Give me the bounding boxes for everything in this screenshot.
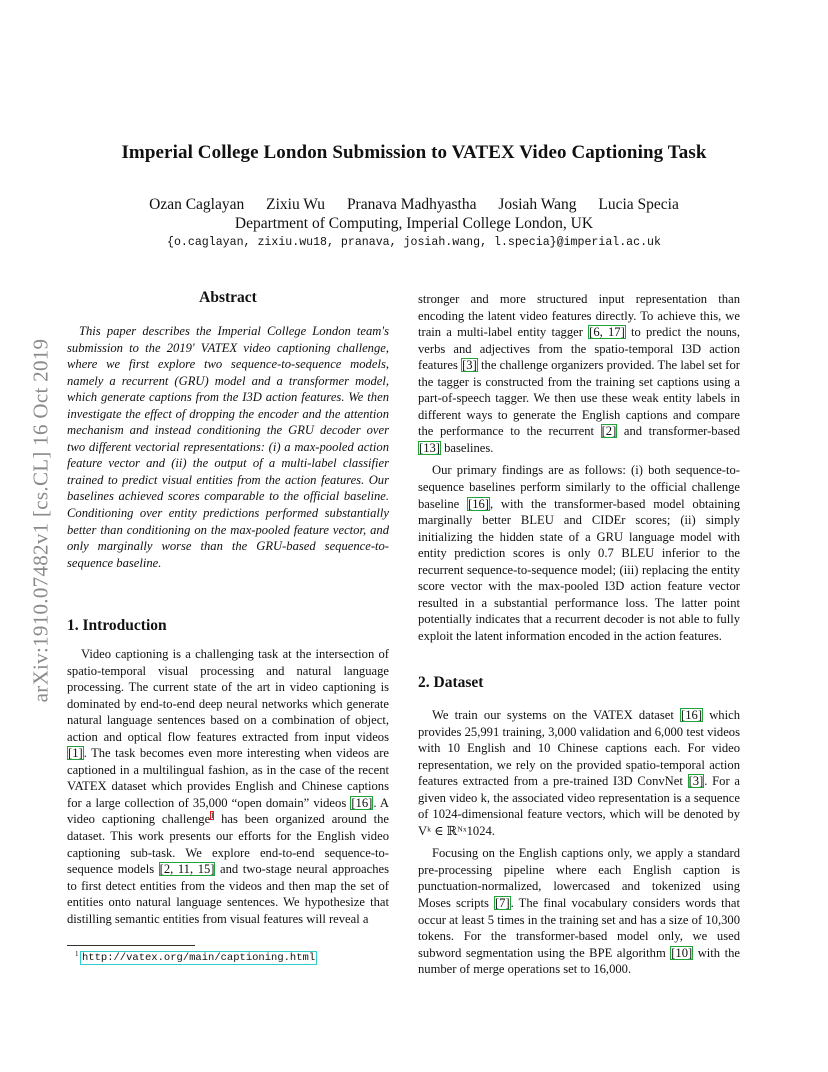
section-heading-dataset: 2. Dataset <box>418 674 484 691</box>
citation-link[interactable]: [16] <box>468 496 489 511</box>
right-column-top <box>418 291 740 644</box>
paper-title: Imperial College London Submission to VATEX Video Captioning Task <box>121 142 707 163</box>
citation-link[interactable]: [3] <box>688 774 704 789</box>
citation-link[interactable]: [2, 11, 15] <box>159 862 215 877</box>
citation-link[interactable]: [3] <box>462 358 477 373</box>
arxiv-stamp: arXiv:1910.07482v1 [cs.CL] 16 Oct 2019 <box>28 338 53 703</box>
footnote-ref-link[interactable]: 1 <box>210 811 215 821</box>
citation-link[interactable]: [6, 17] <box>589 325 625 340</box>
author-name: Pranava Madhyastha <box>346 196 477 213</box>
affiliation: Department of Computing, Imperial College London, UK <box>234 215 594 232</box>
abstract-text: This paper describes the Imperial College London team's submission to the 2019' VATEX video captioning challenge, where we first explore two sequence-to-sequence models, namely a recurrent (GRU) model and a transformer model, which generate captions from the I3D action features. We then investigate the effect of dropping the encoder and the attention mechanism and instead conditioning the GRU decoder over two different vectorial representations: (i) a max-pooled action feature vector and (ii) the output of a multi-label classifier trained to predict visual entities from the action features. Our baselines achieved scores comparable to the official baseline. Conditioning over entity predictions performed substantially better than conditioning on the max-pooled feature vector, and only marginally worse than the GRU-based sequence-to-sequence baseline. <box>67 324 389 570</box>
citation-link[interactable]: [16] <box>681 708 703 722</box>
abstract-heading: Abstract <box>199 289 257 306</box>
citation-link[interactable]: [2] <box>601 424 617 439</box>
citation-link[interactable]: [16] <box>351 795 373 810</box>
paragraph: Video captioning is a challenging task at the intersection of spatio-temporal visual processing and natural language processing. The current state of the art in video captioning is dominated by end-to-end deep neural networks which generate natural language sentences based on a combination of object, action and optical flow features extracted from input videos [1]. The task becomes even more interesting when videos are captioned in a multilingual fashion, as in the case of the recent VATEX dataset which provides English and Chinese captions for a large collection of 35,000 “open domain” videos [16]. A video captioning challenge$^1$ has been organized around the dataset. This work presents our efforts for the English video captioning sub-task. We explore end-to-end sequence-to-sequence models [2, 11, 15] and two-stage neural approaches to first detect entities from the videos and then map the set of entities onto natural language sentences. We hypothesize that distilling semantic entities from visual features will reveal a <box>67 647 389 926</box>
paragraph: We train our systems on the VATEX dataset [16] which provides 25,991 training, 3,000 validation and 6,000 test videos with 10 English and 10 Chinese captions each. For video representation, we rely on the provided spatio-temporal action features extracted from a pre-trained I3D ConvNet [3]. For a given video k, the associated video representation is a sequence of 1024-dimensional feature vectors, which will be denoted by Vᵏ ∈ ℝᴺˣ1024. <box>418 708 741 838</box>
author-name: Josiah Wang <box>498 196 577 213</box>
footnote-url-link[interactable]: http://vatex.org/main/captioning.html <box>82 952 316 964</box>
author-name: Lucia Specia <box>598 196 679 213</box>
paragraph: stronger and more structured input representation than encoding the latent video features directly. To achieve this, we train a multi-label entity tagger [6, 17] to predict the nouns, verbs and adjectives from the spatio-temporal I3D action features [3] the challenge organizers provided. The label set for the tagger is constructed from the training set captions using a part-of-speech tagger. We then use these weak entity labels in different ways to generate the English captions and compare the performance to the recurrent [2] and transformer-based [13] baselines. <box>418 292 740 455</box>
section-heading-introduction: 1. Introduction <box>67 617 167 634</box>
citation-link[interactable]: [7] <box>494 896 510 911</box>
footnote <box>75 950 316 964</box>
introduction-body <box>67 646 389 927</box>
footnote-divider <box>67 945 195 946</box>
author-emails: {o.caglayan, zixiu.wu18, pranava, josiah.wang, l.specia}@imperial.ac.uk <box>167 236 661 249</box>
author-name: Ozan Caglayan <box>149 196 245 213</box>
citation-link[interactable]: [1] <box>68 746 83 761</box>
author-list <box>0 196 828 214</box>
dataset-body <box>418 707 740 978</box>
author-name: Zixiu Wu <box>266 196 326 213</box>
footnote-mark: 1 <box>75 950 79 958</box>
abstract-body <box>67 323 389 571</box>
paragraph: Our primary findings are as follows: (i) both sequence-to-sequence baselines perform similarly to the official challenge baseline [16], with the transformer-based model obtaining marginally better BLEU and CIDEr scores; (ii) simply initializing the hidden state of a GRU language model with entity prediction scores is only 0.7 BLEU inferior to the recurrent sequence-to-sequence model; (iii) replacing the entity score vector with the max-pooled I3D action feature vector resulted in a substantial performance loss. The latter point potentially indicates that a recurrent decoder is not able to fully exploit the latent information encoded in the action features. <box>418 463 740 643</box>
citation-link[interactable]: [10] <box>671 945 693 960</box>
citation-link[interactable]: [13] <box>419 440 440 455</box>
paragraph: Focusing on the English captions only, we apply a standard pre-processing pipeline where each English caption is punctuation-normalized, lowercased and tokenized using Moses scripts [7]. The final vocabulary considers words that occur at least 5 times in the training set and has a size of 10,300 tokens. For the transformer-based model only, we used subword segmentation using the BPE algorithm [10] with the number of merge operations set to 16,000. <box>418 846 740 977</box>
